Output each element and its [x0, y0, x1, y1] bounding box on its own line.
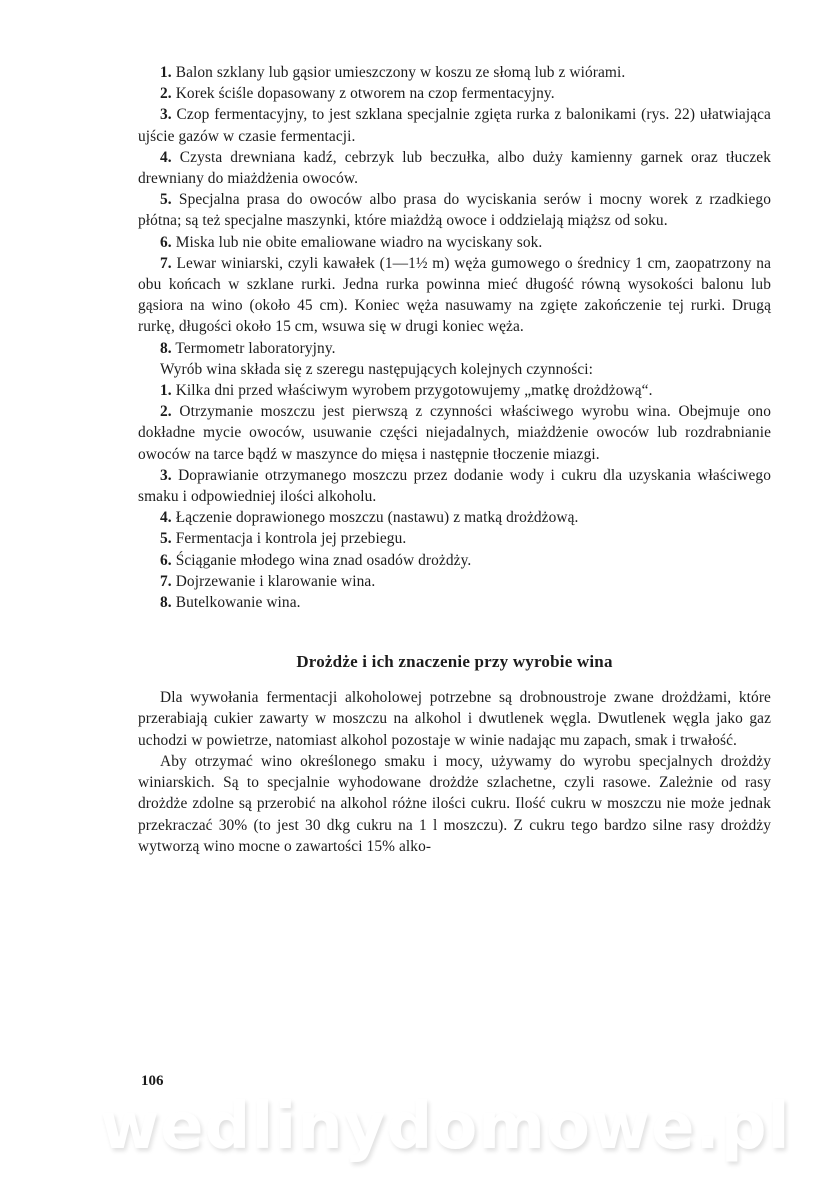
- process-intro: Wyrób wina składa się z szeregu następujących kolejnych czynności:: [160, 360, 594, 378]
- list-item: 4. Łączenie doprawionego moszczu (nastawu) z matką drożdżową.: [160, 509, 579, 527]
- list-item: 2. Otrzymanie moszczu jest pierwszą z czynności właściwego wyrobu wina. Obejmuje ono dokładne mycie owoców, usuwanie części niejadalnych, miażdżenie owoców lub rozdrabnianie owoców na tarce bądź w maszynce do mięsa i następnie tłoczenie miazgi.: [138, 403, 771, 463]
- equipment-list: [138, 62, 771, 359]
- process-steps-list: [138, 380, 771, 613]
- section-paragraph: Dla wywołania fermentacji alkoholowej potrzebne są drobnoustroje zwane drożdżami, które przerabiają cukier zawarty w moszczu na alkohol i dwutlenek węgla. Dwutlenek węgla jako gaz uchodzi w powietrze, natomiast alkohol pozostaje w winie nadając mu zapach, smak i trwałość.: [138, 689, 771, 749]
- list-item: 3. Czop fermentacyjny, to jest szklana specjalnie zgięta rurka z balonikami (rys. 22) ułatwiająca ujście gazów w czasie fermentacji.: [138, 106, 771, 145]
- list-item: 6. Ściąganie młodego wina znad osadów drożdży.: [160, 551, 472, 569]
- list-item: 5. Specjalna prasa do owoców albo prasa do wyciskania serów i mocny worek z rzadkiego płótna; są też specjalne maszynki, które miażdżą owoce i oddzielają miąższ od soku.: [138, 191, 771, 230]
- page-body: [138, 62, 771, 857]
- list-item: 5. Fermentacja i kontrola jej przebiegu.: [160, 530, 407, 548]
- watermark: wedlinydomowe.pl: [100, 1090, 791, 1164]
- list-item: 8. Butelkowanie wina.: [160, 594, 301, 612]
- list-item: 7. Dojrzewanie i klarowanie wina.: [160, 572, 376, 590]
- list-item: 7. Lewar winiarski, czyli kawałek (1—1½ m) węża gumowego o średnicy 1 cm, zaopatrzony na obu końcach w szklane rurki. Jedna rurka powinna mieć długość równą wysokości balonu lub gąsiora na wino (około 45 cm). Koniec węża nasuwamy na zgięte zakończenie tej rurki. Drugą rurkę, długości około 15 cm, wsuwa się w drugi koniec węża.: [138, 254, 771, 336]
- list-item: 8. Termometr laboratoryjny.: [160, 339, 336, 357]
- page-number: 106: [141, 1073, 164, 1089]
- list-item: 1. Balon szklany lub gąsior umieszczony w koszu ze słomą lub z wiórami.: [160, 64, 626, 81]
- list-item: 4. Czysta drewniana kadź, cebrzyk lub beczułka, albo duży kamienny garnek oraz tłuczek drewniany do miażdżenia owoców.: [138, 148, 771, 188]
- list-item: 3. Doprawianie otrzymanego moszczu przez dodanie wody i cukru dla uzyskania właściwego smaku i odpowiedniej ilości alkoholu.: [138, 466, 771, 506]
- section-paragraph: Aby otrzymać wino określonego smaku i mocy, używamy do wyrobu specjalnych drożdży winiarskich. Są to specjalnie wyhodowane drożdże szlachetne, czyli rasowe. Zależnie od rasy drożdże zdolne są przerobić na alkohol różne ilości cukru. Ilość cukru w moszczu nie może jednak przekraczać 30% (to jest 30 dkg cukru na 1 l moszczu). Z cukru tego bardzo silne rasy drożdży wytworzą wino mocne o zawartości 15% alko-: [138, 752, 771, 855]
- section-heading: Drożdże i ich znaczenie przy wyrobie wina: [296, 652, 613, 672]
- list-item: 1. Kilka dni przed właściwym wyrobem przygotowujemy „matkę drożdżową“.: [160, 382, 653, 400]
- list-item: 6. Miska lub nie obite emaliowane wiadro na wyciskany sok.: [160, 233, 543, 251]
- list-item: 2. Korek ściśle dopasowany z otworem na czop fermentacyjny.: [160, 85, 555, 103]
